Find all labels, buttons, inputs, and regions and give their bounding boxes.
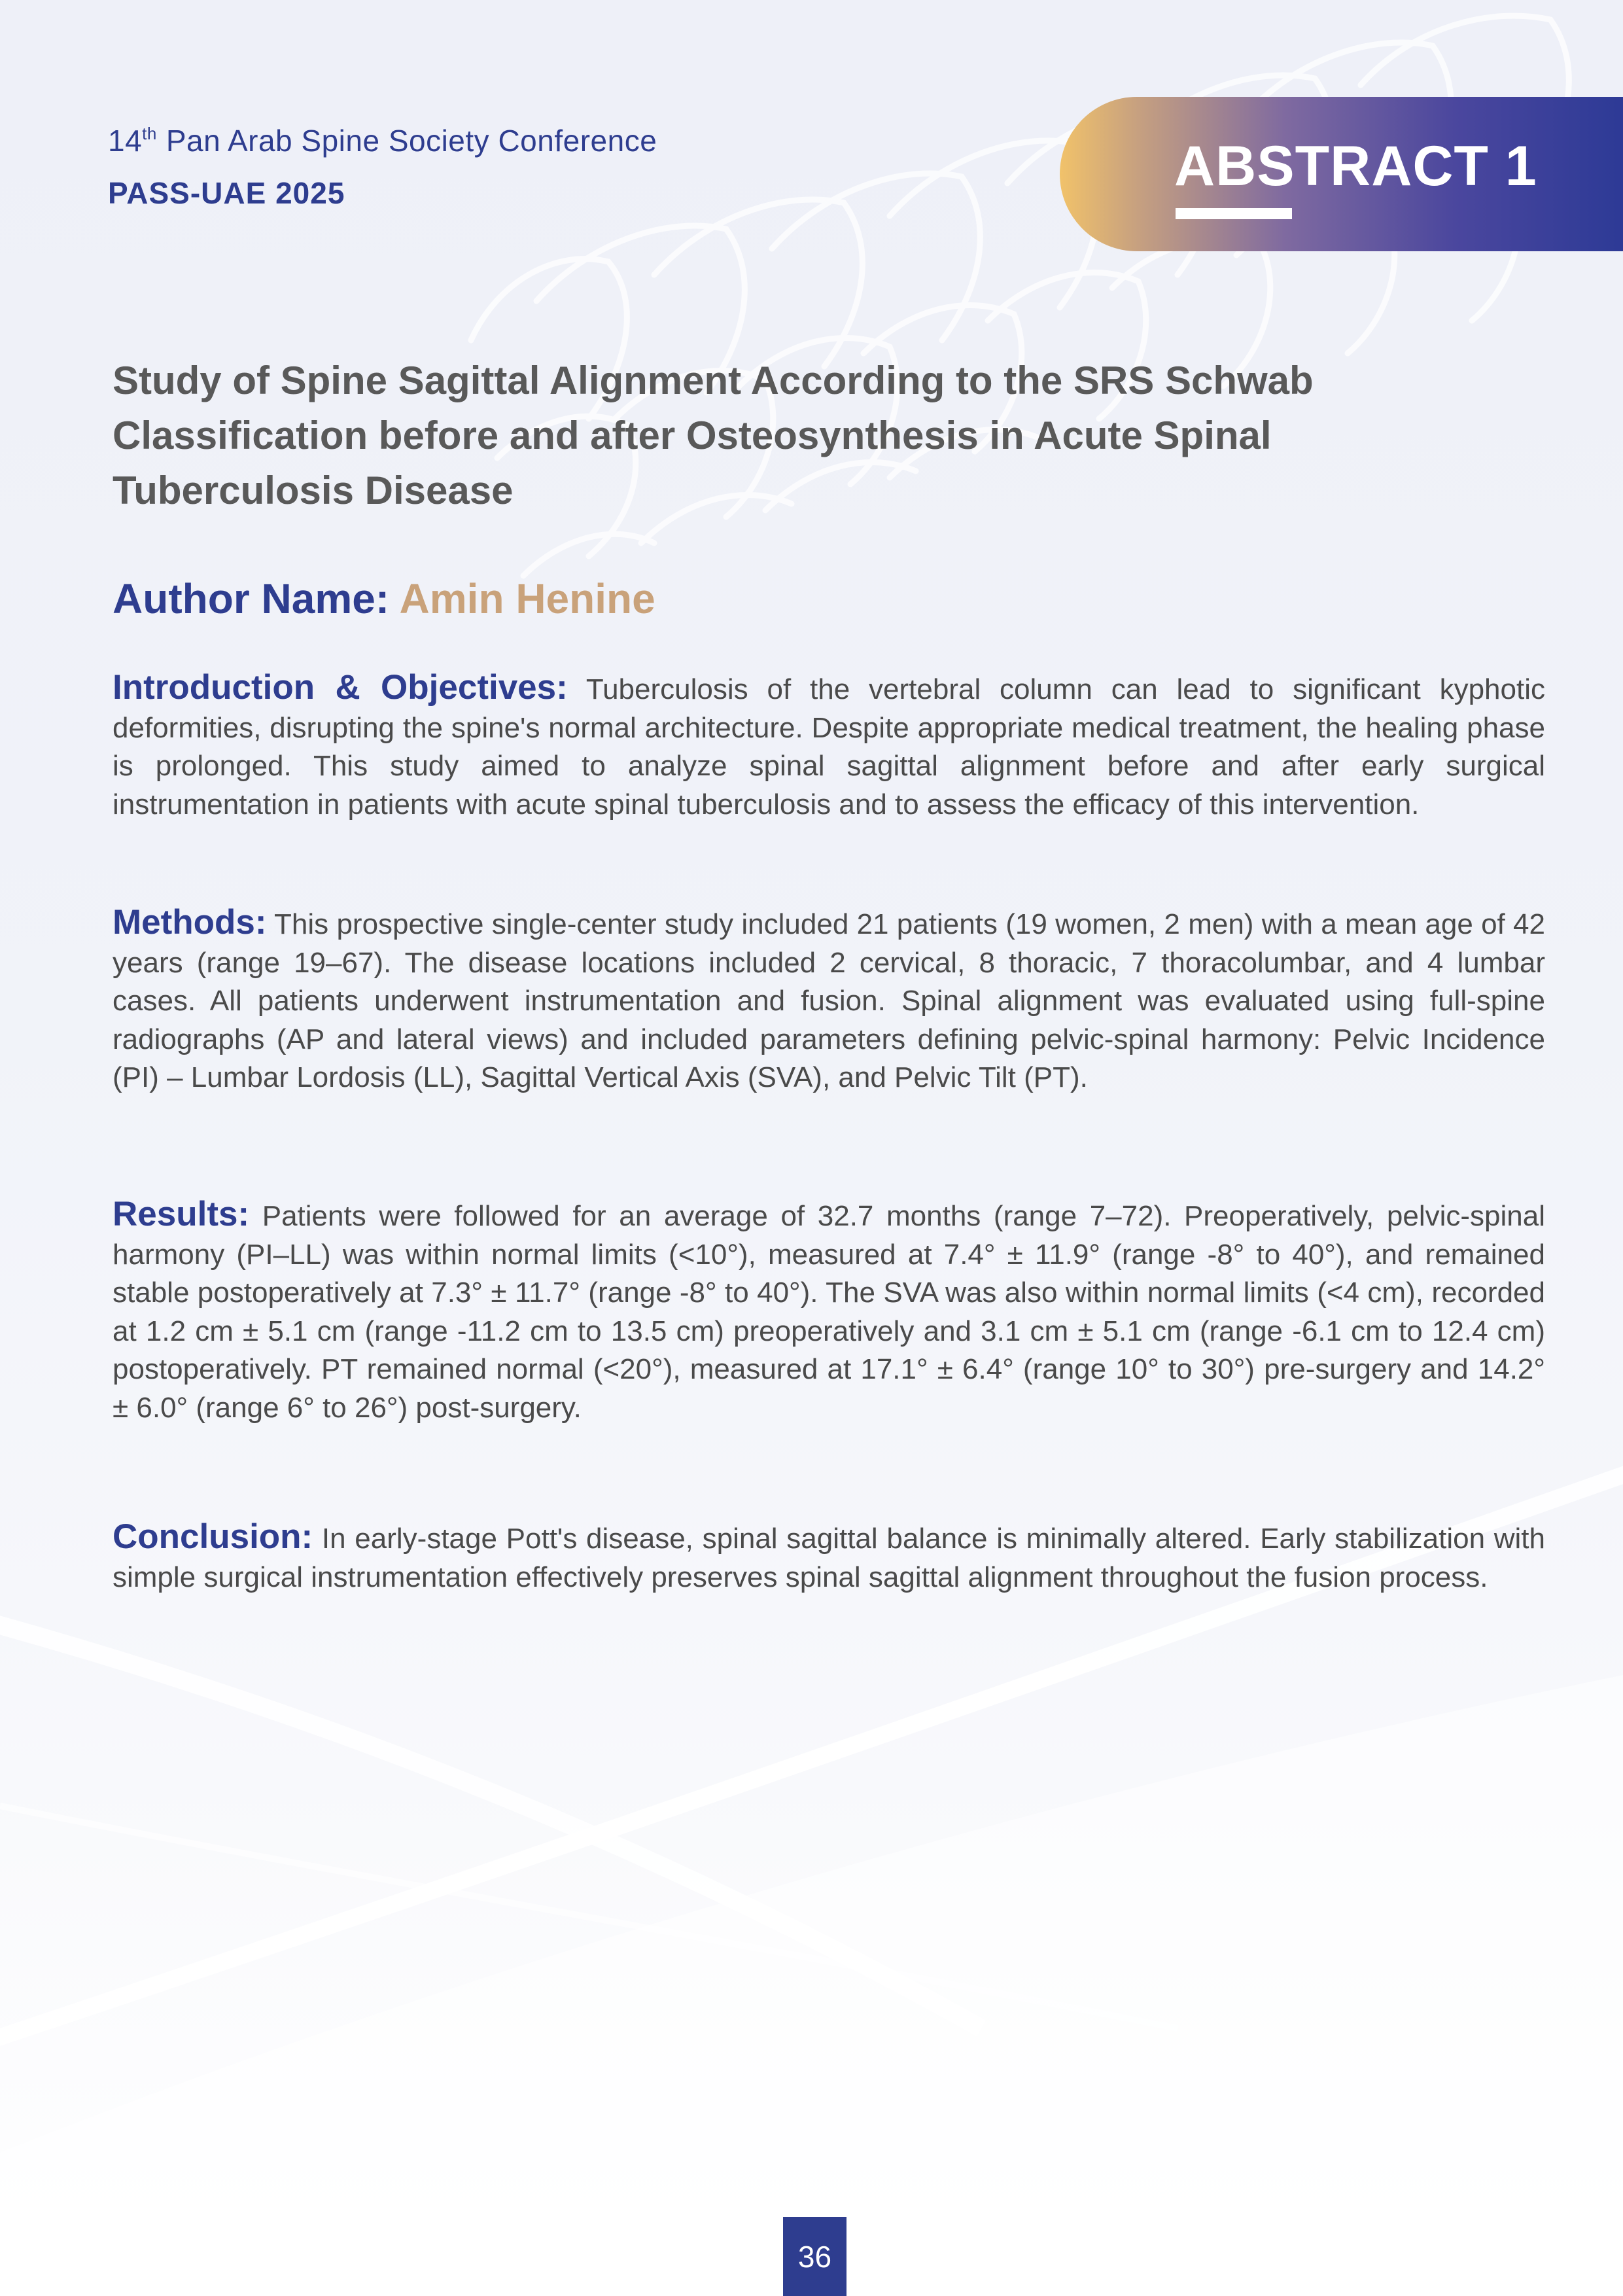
section-text: In early-stage Pott's disease, spinal sagittal balance is minimally altered. Early stabilization with simple surgical instrumentation effectively preserves spinal sagittal alignment throughout the fusion process.	[113, 1523, 1545, 1593]
section-heading: Methods:	[113, 903, 267, 942]
section-conclusion	[113, 1518, 1545, 1597]
section-heading: Results:	[113, 1195, 250, 1233]
author-line	[113, 574, 655, 623]
conference-title	[108, 123, 657, 158]
conference-name: Pan Arab Spine Society Conference	[166, 124, 657, 158]
section-text: Patients were followed for an average of 32.7 months (range 7–72). Preoperatively, pelvic-spinal harmony (PI–LL) was within normal limits (<10°), measured at 7.4° ± 11.9° (range -8° to 40°), and remained stable postoperatively at 7.3° ± 11.7° (range -8° to 40°). The SVA was also within normal limits (<4 cm), recorded at 1.2 cm ± 5.1 cm (range -11.2 cm to 13.5 cm) preoperatively and 3.1 cm ± 5.1 cm (range -6.1 cm to 12.4 cm) postoperatively. PT remained normal (<20°), measured at 17.1° ± 6.4° (range 10° to 30°) pre-surgery and 14.2° ± 6.0° (range 6° to 26°) post-surgery.	[113, 1200, 1545, 1424]
section-text: Tuberculosis of the vertebral column can lead to significant kyphotic deformities, disrupting the spine's normal architecture. Despite appropriate medical treatment, the healing phase is prolonged. This study aimed to analyze spinal sagittal alignment before and after early surgical instrumentation in patients with acute spinal tuberculosis and to assess the efficacy of this intervention.	[113, 673, 1545, 821]
conference-number-suffix: th	[142, 124, 157, 143]
section-heading: Conclusion:	[113, 1517, 313, 1556]
author-name: Amin Henine	[399, 575, 655, 622]
abstract-label: ABSTRACT 1	[1174, 135, 1537, 198]
conference-edition: PASS-UAE 2025	[108, 176, 345, 210]
section-introduction	[113, 669, 1545, 824]
page-number: 36	[783, 2217, 846, 2296]
author-label: Author Name:	[113, 575, 390, 622]
abstract-title: Study of Spine Sagittal Alignment According to the SRS Schwab Classification before and after Osteosynthesis in Acute Spinal Tuberculosis Disease	[113, 359, 1314, 512]
abstract-underline	[1176, 208, 1292, 219]
section-text: This prospective single-center study included 21 patients (19 women, 2 men) with a mean age of 42 years (range 19–67). The disease locations included 2 cervical, 8 thoracic, 7 thoracolumbar, and 4 lumbar cases. All patients underwent instrumentation and fusion. Spinal alignment was evaluated using full-spine radiographs (AP and lateral views) and included parameters defining pelvic-spinal harmony: Pelvic Incidence (PI) – Lumbar Lordosis (LL), Sagittal Vertical Axis (SVA), and Pelvic Tilt (PT).	[113, 908, 1545, 1093]
section-heading: Introduction & Objectives:	[113, 668, 568, 707]
section-results	[113, 1195, 1545, 1427]
section-methods	[113, 904, 1545, 1097]
conference-number: 14	[108, 124, 143, 158]
